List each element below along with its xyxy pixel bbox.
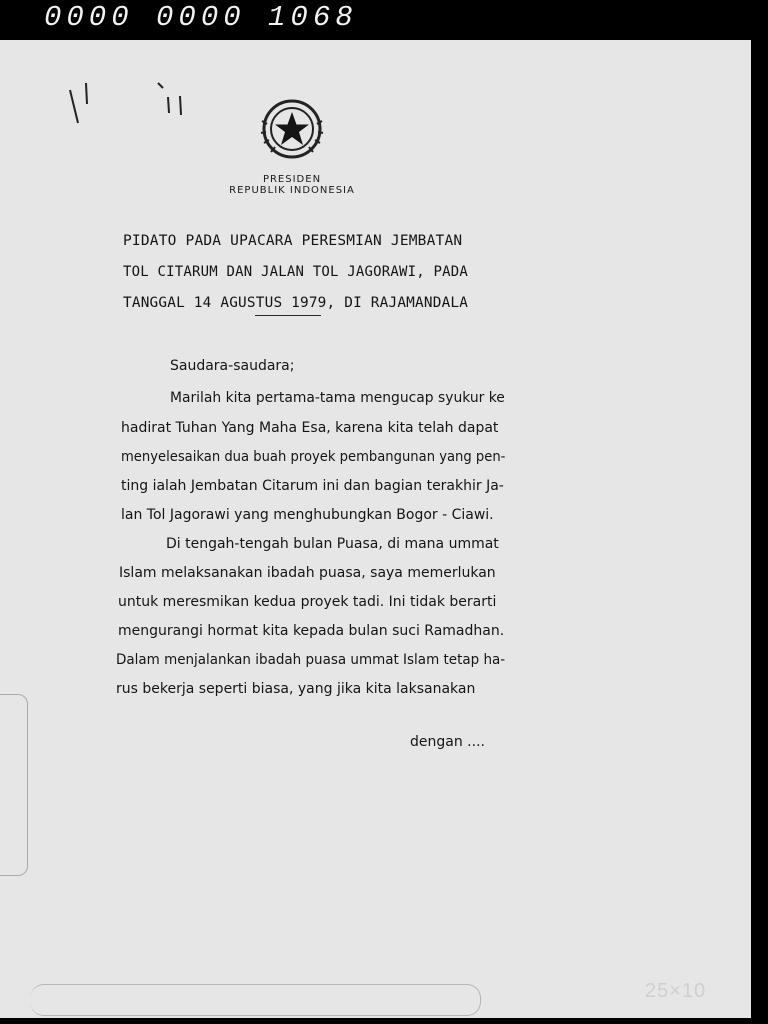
continuation-catchword: dengan .... [410,734,485,750]
document-page [0,40,751,1018]
microfilm-frame-code: 0000 0000 1068 [44,1,358,34]
letterhead-republic: REPUBLIK INDONESIA [229,185,355,196]
film-reduction-mark: 25×10 [645,980,707,1002]
speech-title [123,226,503,319]
handwritten-marks [0,40,751,160]
title-underline [255,315,321,316]
title-line: PIDATO PADA UPACARA PERESMIAN JEMBATAN [123,233,463,249]
body-line: untuk meresmikan kedua proyek tadi. Ini tidak berarti [118,594,497,610]
body-line: Islam melaksanakan ibadah puasa, saya memerlukan [119,565,496,581]
body-line: mengurangi hormat kita kepada bulan suci Ramadhan. [118,623,505,639]
title-line: TANGGAL 14 AGUSTUS 1979, DI RAJAMANDALA [123,295,469,311]
body-line: hadirat Tuhan Yang Maha Esa, karena kita telah dapat [121,420,499,436]
body-line: Marilah kita pertama-tama mengucap syukur ke [170,390,505,406]
scan-artifact-left [0,694,28,876]
body-line: Dalam menjalankan ibadah puasa ummat Islam tetap ha- [116,652,506,668]
body-line: Di tengah-tengah bulan Puasa, di mana ummat [166,536,499,552]
title-line: TOL CITARUM DAN JALAN TOL JAGORAWI, PADA [123,264,469,280]
letterhead-president: PRESIDEN [262,174,322,185]
body-line: menyelesaikan dua buah proyek pembangunan yang pen- [121,449,506,465]
body-line: ting ialah Jembatan Citarum ini dan bagian terakhir Ja- [121,478,504,494]
presidential-seal-icon [258,96,326,162]
scan-artifact-bottom [30,984,481,1016]
salutation: Saudara-saudara; [170,358,295,374]
body-line: lan Tol Jagorawi yang menghubungkan Bogor - Ciawi. [121,507,494,523]
body-line: rus bekerja seperti biasa, yang jika kita laksanakan [116,681,476,697]
